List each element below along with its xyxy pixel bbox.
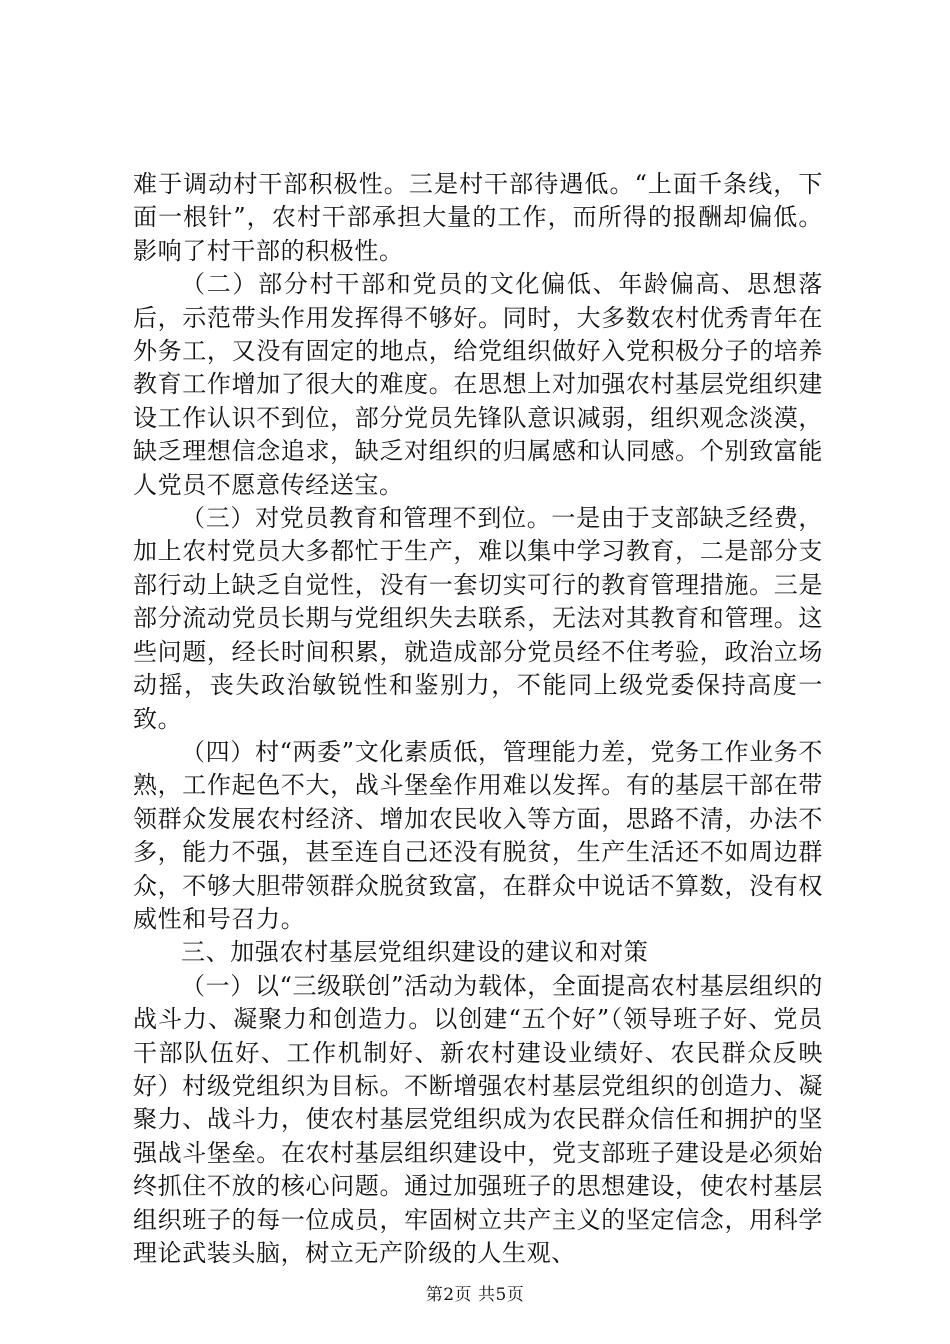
section-heading: 三、加强农村基层党组织建设的建议和对策 [181, 938, 649, 967]
page-footer: 第2页 共5页 [425, 1285, 525, 1305]
paragraph-section-4: （四）村“两委”文化素质低，管理能力差，党务工作业务不熟，工作起色不大，战斗堡垒作用难以发挥。有的基层干部在带领群众发展农村经济、增加农民收入等方面，思路不清，办法不多，能力不强，甚至连自己还没有脱贫，生产生活还不如周边群众，不够大胆带领群众脱贫致富，在群众中说话不算数，没有权威性和号召力。 [133, 737, 823, 933]
paragraph-section-3: （三）对党员教育和管理不到位。一是由于支部缺乏经费，加上农村党员大多都忙于生产，难以集中学习教育，二是部分支部行动上缺乏自觉性，没有一套切实可行的教育管理措施。三是部分流动党员长期与党组织失去联系，无法对其教育和管理。这些问题，经长时间积累，就造成部分党员经不住考验，政治立场动摇，丧失政治敏锐性和鉴别力，不能同上级党委保持高度一致。 [133, 504, 823, 733]
paragraph-continuation: 难于调动村干部积极性。三是村干部待遇低。“上面千条线，下面一根针”，农村干部承担大量的工作，而所得的报酬却偏低。影响了村干部的积极性。 [133, 170, 823, 265]
paragraph-suggestion-1: （一）以“三级联创”活动为载体，全面提高农村基层组织的战斗力、凝聚力和创造力。以创建“五个好”（领导班子好、党员干部队伍好、工作机制好、新农村建设业绩好、农民群众反映好）村级党组织为目标。不断增强农村基层党组织的创造力、凝聚力、战斗力，使农村基层党组织成为农民群众信任和拥护的坚强战斗堡垒。在农村基层组织建设中，党支部班子建设是必须始终抓住不放的核心问题。通过加强班子的思想建设，使农村基层组织班子的每一位成员，牢固树立共产主义的坚定信念，用科学理论武装头脑，树立无产阶级的人生观、 [133, 971, 823, 1267]
paragraph-section-2: （二）部分村干部和党员的文化偏低、年龄偏高、思想落后，示范带头作用发挥得不够好。同时，大多数农村优秀青年在外务工，又没有固定的地点，给党组织做好入党积极分子的培养教育工作增加了很大的难度。在思想上对加强农村基层党组织建设工作认识不到位，部分党员先锋队意识减弱，组织观念淡漠，缺乏理想信念追求，缺乏对组织的归属感和认同感。个别致富能人党员不愿意传经送宝。 [133, 270, 823, 499]
document-body [133, 168, 823, 1270]
